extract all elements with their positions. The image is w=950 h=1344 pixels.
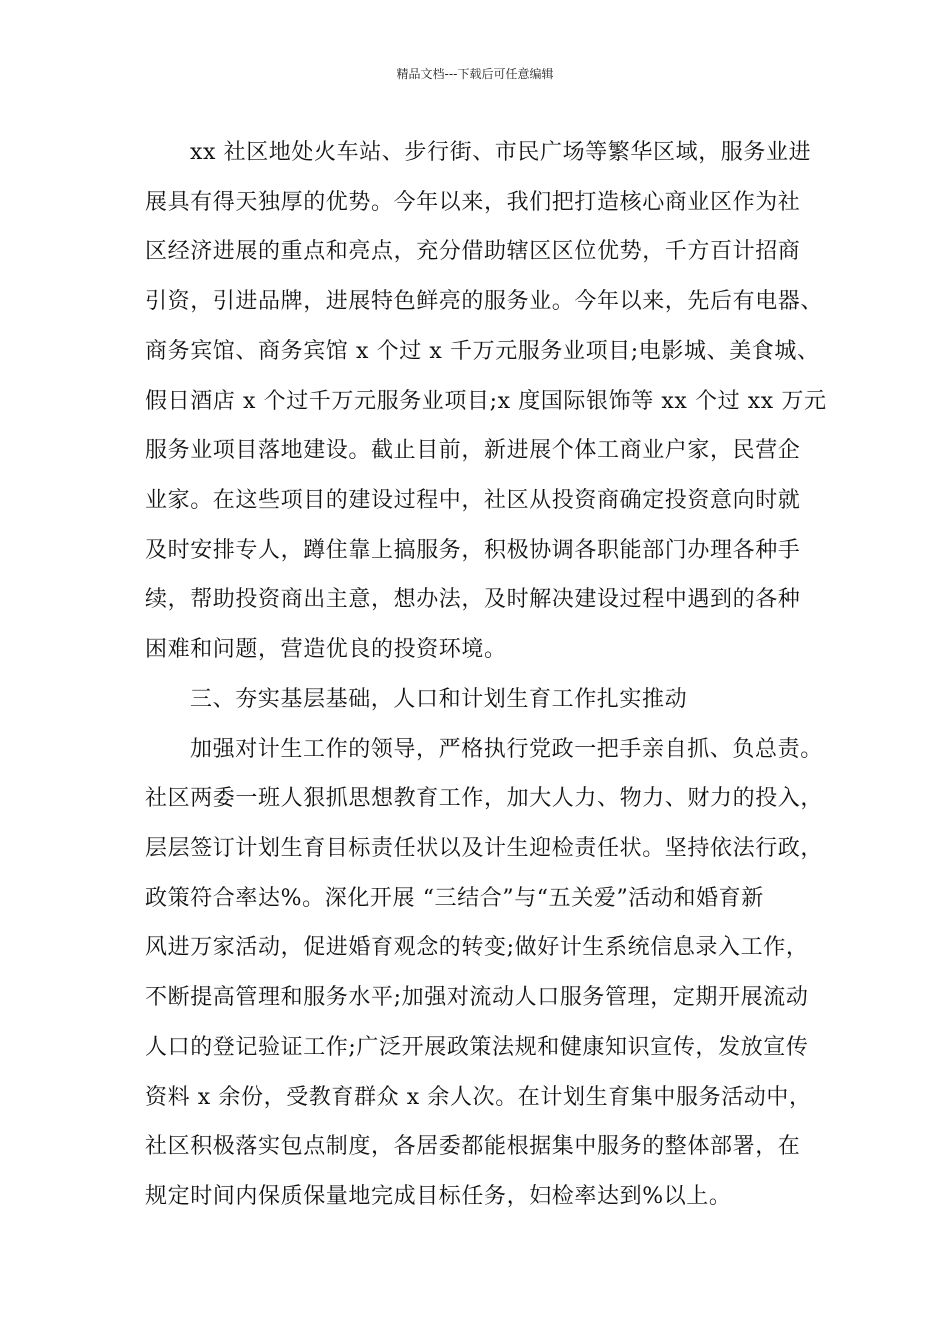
paragraph-line: 资料 x 余份，受教育群众 x 余人次。在计划生育集中服务活动中， bbox=[145, 1085, 812, 1110]
paragraph-line: 政策符合率达%。深化开展 “三结合”与“五关爱”活动和婚育新 bbox=[145, 886, 764, 911]
page-header-note: 精品文档---下载后可任意编辑 bbox=[396, 67, 554, 81]
paragraph-line: 人口的登记验证工作;广泛开展政策法规和健康知识宣传，发放宣传 bbox=[145, 1035, 809, 1060]
paragraph-line: 区经济进展的重点和亮点，充分借助辖区区位优势，千方百计招商 bbox=[145, 239, 801, 264]
paragraph-line: 续，帮助投资商出主意，想办法，及时解决建设过程中遇到的各种 bbox=[145, 587, 801, 612]
paragraph-line: xx 社区地处火车站、步行街、市民广场等繁华区域，服务业进 bbox=[190, 140, 812, 165]
paragraph-line: 商务宾馆、商务宾馆 x 个过 x 千万元服务业项目;电影城、美食城、 bbox=[145, 339, 820, 364]
paragraph-line: 加强对计生工作的领导，严格执行党政一把手亲自抓、负总责。 bbox=[190, 737, 823, 762]
paragraph-line: 社区积极落实包点制度，各居委都能根据集中服务的整体部署，在 bbox=[145, 1134, 801, 1159]
paragraph-line: 规定时间内保质保量地完成目标任务，妇检率达到%以上。 bbox=[145, 1184, 732, 1209]
paragraph-line: 业家。在这些项目的建设过程中，社区从投资商确定投资意向时就 bbox=[145, 488, 801, 513]
paragraph-line: 假日酒店 x 个过千万元服务业项目;x 度国际银饰等 xx 个过 xx 万元 bbox=[145, 389, 827, 414]
paragraph-line: 及时安排专人，蹲住靠上搞服务，积极协调各职能部门办理各种手 bbox=[145, 538, 801, 563]
paragraph-line: 困难和问题，营造优良的投资环境。 bbox=[145, 637, 507, 662]
paragraph-line: 社区两委一班人狠抓思想教育工作，加大人力、物力、财力的投入， bbox=[145, 786, 824, 811]
paragraph-line: 不断提高管理和服务水平;加强对流动人口服务管理，定期开展流动 bbox=[145, 985, 809, 1010]
paragraph-line: 风进万家活动，促进婚育观念的转变;做好计生系统信息录入工作， bbox=[145, 935, 809, 960]
section-heading: 三、夯实基层基础，人口和计划生育工作扎实推动 bbox=[190, 687, 688, 712]
paragraph-line: 服务业项目落地建设。截止目前，新进展个体工商业户家，民营企 bbox=[145, 438, 801, 463]
paragraph-line: 层层签订计划生育目标责任状以及计生迎检责任状。坚持依法行政， bbox=[145, 836, 824, 861]
paragraph-line: 展具有得天独厚的优势。今年以来，我们把打造核心商业区作为社 bbox=[145, 190, 801, 215]
paragraph-line: 引资，引进品牌，进展特色鲜亮的服务业。今年以来，先后有电器、 bbox=[145, 289, 824, 314]
